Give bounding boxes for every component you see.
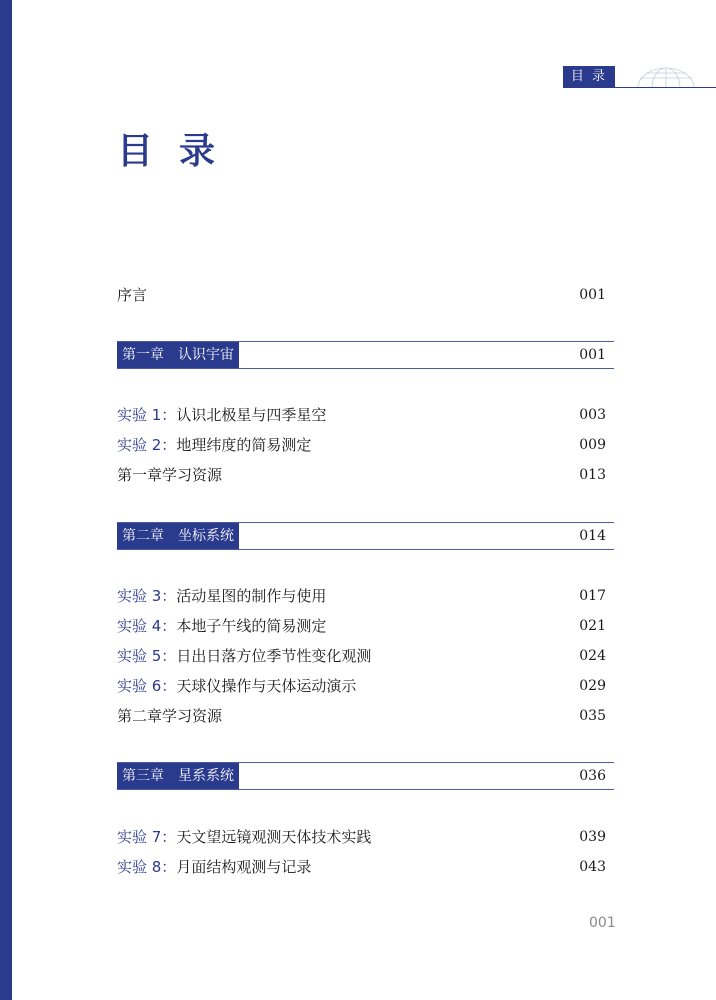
experiment-number: 实验 3：: [117, 587, 177, 605]
toc-entry-page: 001: [579, 287, 606, 303]
toc-entry-label: 天球仪操作与天体运动演示: [176, 677, 357, 695]
toc-entry-label: 日出日落方位季节性变化观测: [176, 647, 372, 665]
globe-icon: [636, 66, 696, 87]
chapter-rule-bottom: [117, 549, 614, 550]
toc-entry-page: 013: [579, 467, 606, 483]
toc-entry-label: 序言: [117, 286, 148, 304]
header-section-tag: 目 录: [563, 66, 615, 88]
toc-entry-experiment-7[interactable]: [117, 822, 614, 852]
toc-entry-label: 天文望远镜观测天体技术实践: [176, 828, 372, 846]
toc-entry-page: 001: [579, 347, 606, 363]
toc-entry-page: 021: [579, 618, 606, 634]
toc-entry-page: 036: [579, 768, 606, 784]
experiment-number: 实验 5：: [117, 647, 177, 665]
toc-chapter-2[interactable]: [117, 522, 614, 550]
left-edge-bar: [0, 0, 12, 1000]
toc-entry-label: 本地子午线的简易测定: [176, 617, 327, 635]
toc-entry-experiment-1[interactable]: [117, 400, 614, 430]
toc-entry-page: 039: [579, 829, 606, 845]
toc-entry-experiment-2[interactable]: [117, 430, 614, 460]
experiment-number: 实验 6：: [117, 677, 177, 695]
toc-entry-chapter-2-resources[interactable]: [117, 701, 614, 731]
toc-entry-label: 第一章学习资源: [117, 466, 223, 484]
toc-entry-page: 009: [579, 437, 606, 453]
toc-entry-page: 024: [579, 648, 606, 664]
toc-entry-page: 017: [579, 588, 606, 604]
toc-entry-label: 第二章学习资源: [117, 707, 223, 725]
experiment-number: 实验 8：: [117, 858, 177, 876]
toc-entry-experiment-3[interactable]: [117, 581, 614, 611]
chapter-title: 第三章 星系系统: [117, 763, 239, 789]
chapter-title: 第二章 坐标系统: [117, 523, 239, 549]
header-rule: [615, 87, 716, 88]
chapter-rule-bottom: [117, 368, 614, 369]
toc-entry-page: 035: [579, 708, 606, 724]
footer-page-number: 001: [589, 915, 616, 931]
toc-entry-page: 043: [579, 859, 606, 875]
toc-entry-experiment-4[interactable]: [117, 611, 614, 641]
toc-entry-experiment-6[interactable]: [117, 671, 614, 701]
experiment-number: 实验 4：: [117, 617, 177, 635]
experiment-number: 实验 1：: [117, 406, 177, 424]
toc-entry-label: 活动星图的制作与使用: [176, 587, 327, 605]
toc-entry-experiment-8[interactable]: [117, 852, 614, 882]
toc-chapter-1[interactable]: [117, 341, 614, 369]
experiment-number: 实验 7：: [117, 828, 177, 846]
toc-entry-label: 月面结构观测与记录: [176, 858, 312, 876]
toc-entry-label: 地理纬度的简易测定: [176, 436, 312, 454]
page-title: 目录: [117, 131, 242, 172]
toc-entry-experiment-5[interactable]: [117, 641, 614, 671]
chapter-rule-bottom: [117, 789, 614, 790]
toc-entry-chapter-1-resources[interactable]: [117, 460, 614, 490]
toc-entry-label: 认识北极星与四季星空: [176, 406, 327, 424]
toc-chapter-3[interactable]: [117, 762, 614, 790]
toc-entry-page: 014: [579, 528, 606, 544]
toc-entry-page: 003: [579, 407, 606, 423]
toc-entry-page: 029: [579, 678, 606, 694]
chapter-title: 第一章 认识宇宙: [117, 342, 239, 368]
experiment-number: 实验 2：: [117, 436, 177, 454]
toc-entry-preface[interactable]: [117, 280, 614, 310]
